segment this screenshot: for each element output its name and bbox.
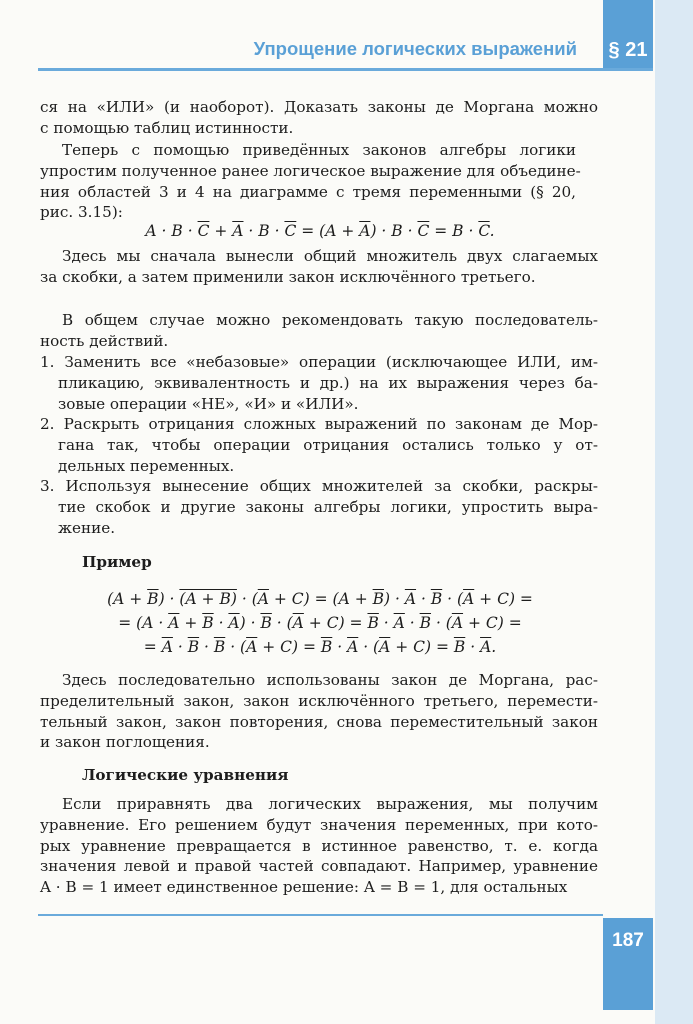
paragraph	[40, 794, 598, 898]
negated-term: $\overline{A}$	[232, 222, 244, 240]
text-line: с помощью таблиц истинности.	[40, 118, 294, 137]
negated-term: $\overline{B}$	[372, 590, 385, 608]
negated-term: (A + B)	[179, 590, 237, 608]
negated-term: $\overline{A}$	[347, 638, 359, 656]
text-line: уравнение. Его решением будут значения переменных, при кото-	[40, 815, 598, 834]
negated-term: $\overline{C}$	[197, 222, 210, 240]
negated-term: $\overline{B}$	[367, 614, 379, 632]
formula-term: ·	[172, 638, 188, 656]
text-line: и закон поглощения.	[40, 733, 210, 752]
formula-term: ·	[213, 614, 229, 632]
negated-term: $\overline{A}$	[393, 614, 405, 632]
negated-term: $\overline{A}$	[161, 638, 173, 656]
text-line: значения левой и правой частей совпадают. Например, уравнение	[40, 857, 598, 876]
formula-term: ) ·	[158, 590, 180, 608]
negated-term: $\overline{A}$	[168, 614, 180, 632]
formula-term: ·	[199, 638, 214, 656]
formula-term: ·	[378, 614, 394, 632]
text-line: зовые операции «НЕ», «И» и «ИЛИ».	[58, 394, 359, 413]
formula-term: +	[209, 222, 233, 240]
formula-term: ) ·	[384, 590, 405, 608]
formula-term: A · B ·	[145, 222, 198, 240]
negated-term: $\overline{B}$	[419, 614, 432, 632]
section-number: § 21	[608, 39, 648, 61]
text-line: рис. 3.15):	[40, 203, 123, 222]
negated-term: $\overline{A}$	[379, 638, 391, 656]
footer-divider	[38, 914, 603, 916]
page-number-box	[603, 918, 653, 1010]
page-margin-strip	[655, 0, 693, 1024]
list-item	[40, 352, 598, 414]
formula-term: ·	[332, 638, 348, 656]
formula-term: · (	[358, 638, 380, 656]
formula-term: .	[491, 638, 497, 656]
section-tab	[603, 0, 653, 68]
example-heading: Пример	[82, 553, 152, 571]
text-line: тельный закон, закон повторения, снова переместительный закон	[40, 712, 598, 731]
negated-term: $\overline{A}$	[292, 614, 304, 632]
text-line: дельных переменных.	[58, 456, 235, 475]
formula-line	[0, 590, 640, 608]
formula-term: + C) =	[303, 614, 368, 632]
text-line: тие скобок и другие законы алгебры логики, упростить выра-	[58, 497, 598, 516]
negated-term: $\overline{A}$	[228, 614, 240, 632]
text-line: за скобки, а затем применили закон исключённого третьего.	[40, 267, 536, 286]
list-item	[40, 476, 598, 538]
formula-term: ) ·	[239, 614, 261, 632]
page-number: 187	[612, 930, 644, 951]
negated-term: $\overline{A}$	[257, 590, 269, 608]
text-line: Теперь с помощью приведённых законов алгебры логики	[62, 141, 576, 159]
negated-term: $\overline{B}$	[320, 638, 333, 656]
text-line: гана так, чтобы операции отрицания остались только у от-	[58, 435, 598, 454]
formula-term: ·	[404, 614, 420, 632]
text-line: Здесь последовательно использованы закон де Моргана, рас-	[62, 671, 598, 689]
negated-term: $\overline{A}$	[404, 590, 417, 608]
paragraph	[40, 246, 598, 288]
formula-term: = (A +	[296, 222, 360, 240]
text-line: 3. Используя вынесение общих множителей за скобки, раскры-	[40, 477, 598, 495]
negated-term: $\overline{C}$	[417, 222, 430, 240]
text-line: пределительный закон, закон исключённого третьего, перемести-	[40, 691, 598, 710]
negated-term: $\overline{B}$	[453, 638, 466, 656]
negated-term: $\overline{A}$	[451, 614, 464, 632]
formula-term: ·	[465, 638, 481, 656]
text-line: 2. Раскрыть отрицания сложных выражений по законам де Мор-	[40, 415, 598, 433]
negated-term: $\overline{A}$	[480, 638, 492, 656]
text-line: жение.	[58, 518, 116, 537]
running-title: Упрощение логических выражений	[253, 38, 577, 59]
text-line: рых уравнение превращается в истинное равенство, т. е. когда	[40, 836, 598, 855]
text-line: ния областей 3 и 4 на диаграмме с тремя переменными (§ 20,	[40, 182, 576, 201]
formula-term: · B ·	[243, 222, 285, 240]
negated-term: $\overline{B}$	[187, 638, 200, 656]
text-line: ся на «ИЛИ» (и наоборот). Доказать законы де Моргана можно	[40, 98, 598, 116]
formula-line	[0, 614, 640, 632]
paragraph	[40, 310, 598, 352]
text-line: Если приравнять два логических выражения, мы получим	[62, 795, 598, 813]
formula-term: = B ·	[429, 222, 479, 240]
formula-term: =	[143, 638, 162, 656]
formula-term: + C) =	[463, 614, 522, 632]
header-divider	[38, 68, 653, 71]
formula-term: ·	[416, 590, 431, 608]
list-item	[40, 414, 598, 476]
text-line: Здесь мы сначала вынесли общий множитель двух слагаемых	[62, 247, 598, 265]
text-line: ность действий.	[40, 331, 169, 350]
negated-term: $\overline{A}$	[359, 222, 371, 240]
negated-term: $\overline{B}$	[430, 590, 443, 608]
negated-term: $\overline{C}$	[284, 222, 297, 240]
text-line: В общем случае можно рекомендовать такую последователь-	[62, 311, 598, 329]
paragraph	[40, 97, 598, 139]
formula-term: · (	[271, 614, 293, 632]
formula-term: +	[179, 614, 203, 632]
formula-term: + C) = (A +	[268, 590, 373, 608]
text-line: A · B = 1 имеет единственное решение: A = B = 1, для остальных	[40, 878, 568, 897]
negated-term: $\overline{C}$	[478, 222, 490, 240]
negated-term: $\overline{B}$	[147, 590, 159, 608]
paragraph	[40, 670, 598, 753]
formula-term: · (	[442, 590, 464, 608]
formula-term: + C) =	[257, 638, 321, 656]
formula-term: + C) =	[474, 590, 533, 608]
negated-term: $\overline{B}$	[213, 638, 226, 656]
negated-term: $\overline{A}$	[463, 590, 475, 608]
formula-term: · (	[431, 614, 452, 632]
negated-term: $\overline{B}$	[260, 614, 272, 632]
formula-line	[0, 638, 640, 656]
formula	[0, 222, 640, 240]
formula-term: = (A ·	[118, 614, 169, 632]
formula-term: + C) =	[390, 638, 454, 656]
formula-term: .	[489, 222, 495, 240]
section-heading: Логические уравнения	[82, 766, 289, 784]
text-line: упростим полученное ранее логическое выражение для объедине-	[40, 161, 581, 180]
negated-term: $\overline{B}$	[202, 614, 214, 632]
text-line: 1. Заменить все «небазовые» операции (исключающее ИЛИ, им-	[40, 353, 598, 371]
formula-term: ) · B ·	[370, 222, 418, 240]
negated-term: $\overline{A}$	[246, 638, 258, 656]
formula-term: · (	[225, 638, 247, 656]
formula-term: · (	[236, 590, 258, 608]
paragraph	[40, 140, 581, 223]
formula-term: (A +	[107, 590, 148, 608]
text-line: пликацию, эквивалентность и др.) на их выражения через ба-	[58, 373, 598, 392]
